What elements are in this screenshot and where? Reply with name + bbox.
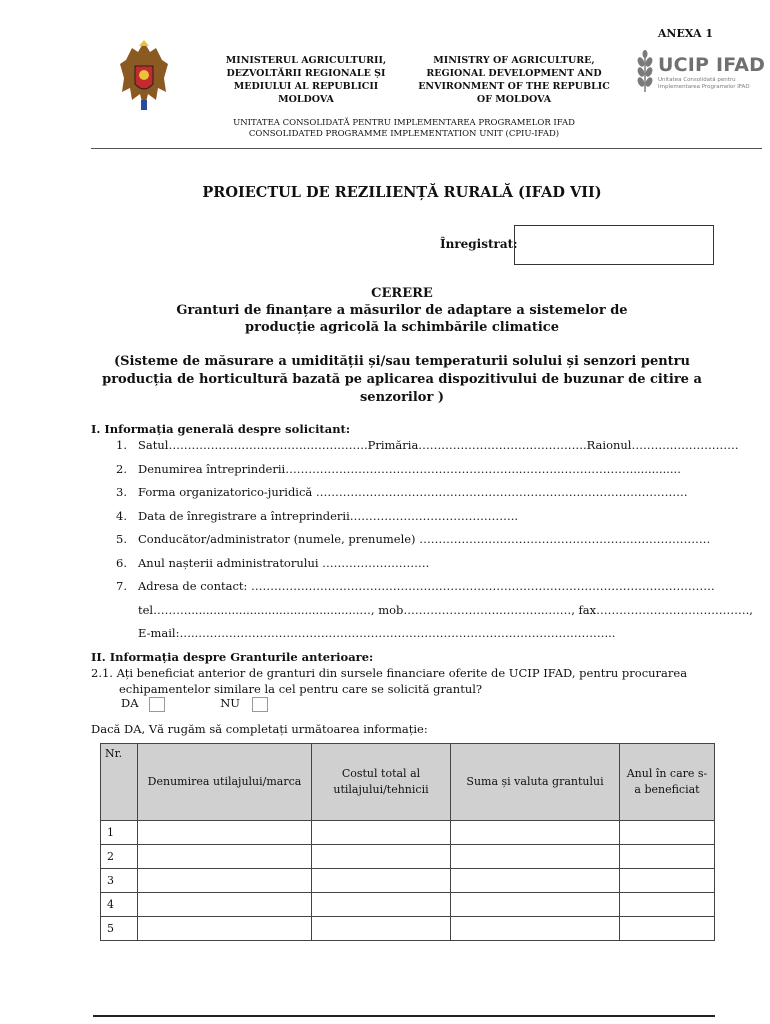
table-cell[interactable] (451, 917, 620, 941)
column-header-equipment: Denumirea utilajului/marca (138, 744, 312, 821)
column-header-total-cost: Costul total al utilajului/tehnicii (312, 744, 451, 821)
question-line: echipamentelor similare la cel pentru care se solicită grantul? (119, 682, 483, 696)
item-number: 2. (116, 462, 127, 476)
field-village[interactable] (116, 438, 739, 452)
previous-grant-question (91, 665, 687, 697)
item-number: 7. (116, 579, 127, 593)
table-row (101, 845, 715, 869)
column-header-nr: Nr. (101, 744, 138, 821)
field-registration-date[interactable] (116, 509, 518, 523)
registered-field[interactable] (514, 225, 714, 265)
request-line: producție agricolă la schimbările climatice (245, 320, 559, 335)
item-number: 5. (116, 532, 127, 546)
ministry-en-line: ENVIRONMENT OF THE REPUBLIC (418, 81, 610, 92)
ministry-ro-line: DEZVOLTĂRII REGIONALE ȘI (226, 68, 386, 79)
field-administrator[interactable] (116, 532, 710, 546)
table-row (101, 893, 715, 917)
table-row (101, 821, 715, 845)
ministry-en-line: REGIONAL DEVELOPMENT AND (426, 68, 602, 79)
field-contact-address[interactable] (116, 579, 715, 593)
table-cell[interactable] (138, 821, 312, 845)
field-legal-form[interactable] (116, 485, 688, 499)
table-cell[interactable] (138, 869, 312, 893)
yes-checkbox[interactable] (149, 697, 165, 712)
table-cell[interactable] (312, 845, 451, 869)
table-cell[interactable] (312, 821, 451, 845)
ministry-en-line: OF MOLDOVA (476, 94, 552, 105)
logo-brand-text: UCIP IFAD (658, 54, 766, 76)
table-cell[interactable] (451, 893, 620, 917)
item-text: Denumirea întreprinderii……………………………………………………..……….……………….............. (138, 462, 681, 476)
table-cell[interactable] (138, 917, 312, 941)
table-row (101, 869, 715, 893)
logo-subtitle: Unitatea Consolidată pentru Implementarea Programelor IFAD (658, 77, 750, 90)
field-email[interactable]: E-mail:…..….…………………………………………………………………………………………... (138, 626, 616, 640)
table-cell[interactable] (620, 845, 715, 869)
ucip-ifad-logo (634, 50, 766, 94)
table-cell[interactable] (620, 917, 715, 941)
previous-grants-table (100, 743, 715, 941)
ministry-ro-line: MEDIULUI AL REPUBLICII (233, 81, 379, 92)
registered-label: Înregistrat: (440, 237, 518, 251)
row-number: 2 (101, 845, 138, 869)
ministry-ro-line: MINISTERUL AGRICULTURII, (225, 55, 387, 66)
table-cell[interactable] (312, 869, 451, 893)
field-admin-birth-year[interactable] (116, 556, 429, 570)
table-cell[interactable] (620, 869, 715, 893)
implementation-unit (150, 118, 658, 140)
item-number: 3. (116, 485, 127, 499)
field-phone-fax[interactable]: tel………...............................................…, mob……………………..………..….…, fax…………………………………., (138, 603, 753, 617)
question-line: 2.1. Ați beneficiat anterior de granturi din sursele financiare oferite de UCIP IFAD, pentru procurarea (91, 666, 688, 680)
item-number: 1. (116, 438, 127, 452)
section-previous-grants-title: II. Informația despre Granturile anterioare: (91, 650, 374, 664)
no-label: NU (220, 696, 240, 710)
yes-label: DA (121, 696, 139, 710)
request-title: CERERE (371, 286, 433, 301)
item-text: Forma organizatorico-juridică ………………………….………………………………………………………… (138, 485, 688, 499)
no-checkbox[interactable] (252, 697, 268, 712)
row-number: 4 (101, 893, 138, 917)
item-text: Conducător/administrator (numele, prenumele) ………………….……………………………………………… (138, 532, 711, 546)
unit-name-en: CONSOLIDATED PROGRAMME IMPLEMENTATION UNIT (CPIU-IFAD) (248, 129, 560, 139)
item-number: 6. (116, 556, 127, 570)
request-subtitle-line: (Sisteme de măsurare a umidității și/sau temperaturii solului și senzori pentru (114, 354, 690, 369)
table-cell[interactable] (138, 893, 312, 917)
ministry-ro-line: MOLDOVA (278, 94, 334, 105)
column-header-year: Anul în care s-a beneficiat (620, 744, 715, 821)
item-text: Adresa de contact: ……………………………………………………….………………………………………………… (138, 579, 715, 593)
field-company-name[interactable] (116, 462, 681, 476)
table-cell[interactable] (451, 821, 620, 845)
yes-no-options (121, 695, 268, 712)
footer-divider (93, 1015, 715, 1017)
request-subtitle-line: producția de horticultură bazată pe aplicarea dispozitivului de buzunar de citire a (102, 372, 702, 387)
ministry-name-en (416, 54, 612, 106)
table-row (101, 917, 715, 941)
table-cell[interactable] (312, 917, 451, 941)
ministry-name-ro (216, 54, 396, 106)
table-cell[interactable] (451, 845, 620, 869)
request-subtitle-line: senzorilor ) (359, 390, 445, 405)
row-number: 3 (101, 869, 138, 893)
table-cell[interactable] (451, 869, 620, 893)
item-number: 4. (116, 509, 127, 523)
table-cell[interactable] (312, 893, 451, 917)
wheat-icon (634, 50, 656, 92)
table-cell[interactable] (620, 821, 715, 845)
row-number: 1 (101, 821, 138, 845)
ministry-en-line: MINISTRY OF AGRICULTURE, (433, 55, 595, 66)
header-divider (91, 148, 762, 149)
item-text: Anul nașterii administratorului ………………………. (138, 556, 430, 570)
annex-label: ANEXA 1 (657, 27, 713, 40)
request-subtitle (100, 353, 704, 407)
project-title: PROIECTUL DE REZILIENȚĂ RURALĂ (IFAD VII) (202, 184, 602, 201)
coat-of-arms-icon (118, 38, 170, 118)
unit-name-ro: UNITATEA CONSOLIDATĂ PENTRU IMPLEMENTAREA PROGRAMELOR IFAD (233, 118, 575, 128)
item-text: Satul…………………………………………….Primăria……………………………………..Raionul……….……………… (138, 438, 739, 452)
request-title-block (91, 285, 713, 336)
table-cell[interactable] (620, 893, 715, 917)
request-line: Granturi de finanțare a măsurilor de adaptare a sistemelor de (176, 303, 628, 318)
section-general-info-title: I. Informația generală despre solicitant: (91, 422, 351, 436)
row-number: 5 (101, 917, 138, 941)
item-text: Data de înregistrare a întreprinderii…………………………………….. (138, 509, 519, 523)
if-yes-instruction: Dacă DA, Vă rugăm să completați următoarea informație: (91, 722, 428, 736)
column-header-grant-amount: Suma și valuta grantului (451, 744, 620, 821)
table-cell[interactable] (138, 845, 312, 869)
